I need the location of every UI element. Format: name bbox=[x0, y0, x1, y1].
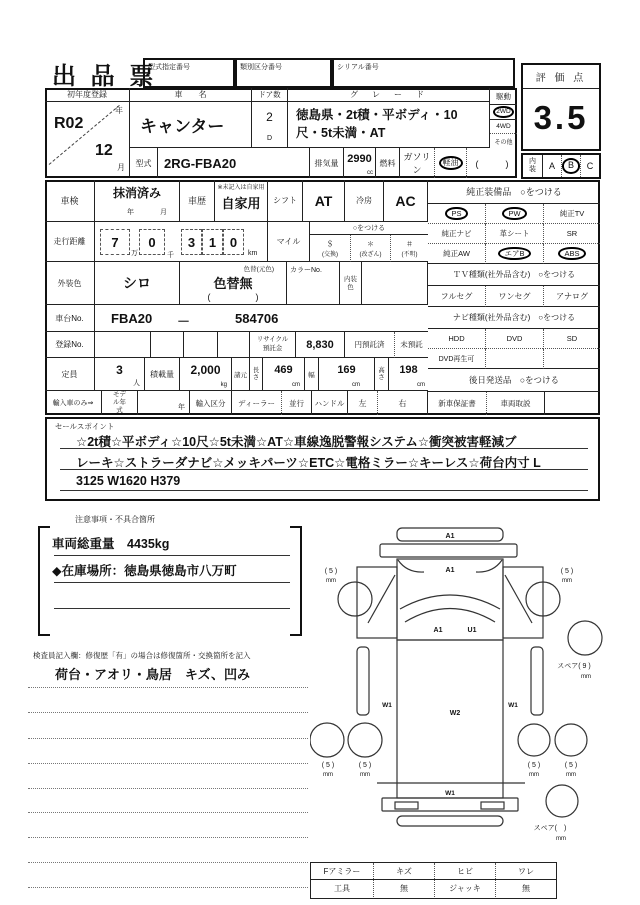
capacity-unit: 人 bbox=[133, 380, 140, 387]
equip-pw-selected bbox=[485, 204, 543, 224]
height-cell bbox=[389, 358, 428, 391]
handle-left: 左 bbox=[348, 391, 378, 415]
rear-left-inner-unit: mm bbox=[360, 772, 370, 778]
jack-none: 無 bbox=[495, 880, 556, 897]
mileage-digit-3: 3 bbox=[181, 229, 202, 255]
sales-line-1: ☆2t積☆平ボディ☆10尺☆5t未満☆AT☆車線逸脱警報システム☆衝突被害軽減ブ bbox=[60, 432, 588, 449]
interior-grade-b-selected bbox=[561, 155, 581, 177]
front-left-tread-unit: mm bbox=[326, 578, 336, 584]
mileage-label: 走行距離 bbox=[45, 222, 95, 262]
first-registration-label: 初年度登録 bbox=[45, 88, 130, 102]
rear-left-outer-tread: ( 5 ) bbox=[321, 762, 335, 769]
inspector-rule bbox=[28, 712, 308, 713]
history-cell bbox=[215, 180, 268, 222]
fuel-gasoline: ガソリン bbox=[403, 152, 431, 175]
dims-label: 諸元 bbox=[232, 358, 250, 391]
mileage-digit-2: 0 bbox=[139, 229, 165, 255]
ship-warranty: 新車保証書 bbox=[428, 392, 487, 415]
model-year-cell bbox=[138, 391, 190, 415]
shift-label: シフト bbox=[268, 180, 303, 222]
front-right-tread: ( 5 ) bbox=[560, 568, 574, 575]
front-left-tire bbox=[338, 582, 372, 616]
interior-color-cell bbox=[340, 262, 428, 305]
class-number-label: 類別区分番号 bbox=[240, 64, 282, 71]
rear-right-outer-tread: ( 5 ) bbox=[564, 762, 578, 769]
mirror-crack: ヒビ bbox=[434, 863, 495, 879]
interior-grade-b: B bbox=[562, 158, 580, 173]
sales-points-box bbox=[45, 417, 600, 501]
sales-line-3: 3125 W1620 H379 bbox=[60, 474, 588, 491]
equip-pw: PW bbox=[502, 207, 526, 220]
later-shipment-header: 後日発送品 ○をつける bbox=[428, 369, 600, 392]
jack-label: ジャッキ bbox=[434, 880, 495, 897]
mile-txt-exchange: (交換) bbox=[322, 251, 338, 258]
color-no-cell bbox=[287, 262, 340, 305]
bottom-check-table bbox=[310, 862, 557, 899]
mileage-unit: km bbox=[248, 250, 258, 257]
mile-label: マイル bbox=[268, 222, 310, 262]
mileage-cell bbox=[95, 222, 268, 262]
serial-number-label: シリアル番号 bbox=[337, 64, 379, 71]
load-value: 2,000 bbox=[190, 363, 221, 377]
rear-label: W1 bbox=[445, 790, 455, 797]
model-code-value: 2RG-FBA20 bbox=[158, 148, 310, 178]
mile-mark-header: ○をつける bbox=[310, 222, 428, 235]
mileage-digit-4: 1 bbox=[202, 229, 223, 255]
model-designation-label: 型式指定番号 bbox=[148, 64, 190, 71]
color-change-cell bbox=[180, 262, 287, 305]
equip-airbag: エアB bbox=[498, 247, 530, 260]
model-designation-box bbox=[143, 58, 235, 88]
shaken-value: 抹消済み bbox=[112, 186, 161, 200]
equip-ps: PS bbox=[445, 207, 467, 220]
spare2-label: スペア( ) bbox=[533, 825, 567, 832]
shaken-cell bbox=[95, 180, 180, 222]
import-parallel: 並行 bbox=[282, 391, 312, 415]
inspector-rule bbox=[28, 812, 308, 813]
tv-analog: アナログ bbox=[543, 286, 600, 307]
equip-abs: ABS bbox=[558, 247, 585, 260]
displacement-cell bbox=[344, 148, 376, 178]
exterior-color-label: 外装色 bbox=[45, 262, 95, 305]
front-panel-outline bbox=[380, 544, 517, 557]
recycle-value: 8,830 bbox=[296, 332, 345, 358]
capacity-label: 定員 bbox=[45, 358, 95, 391]
sales-line-2: レーキ☆ストラーダナビ☆メッキパーツ☆ETC☆電格ミラー☆キーレス☆荷台内寸 L bbox=[60, 453, 588, 470]
rear-right-outer-unit: mm bbox=[566, 772, 576, 778]
fuel-label: 燃料 bbox=[376, 148, 400, 178]
right-rail-outline bbox=[531, 647, 543, 715]
fuel-diesel: 軽油 bbox=[439, 156, 463, 170]
width-cell bbox=[319, 358, 375, 391]
bed-outline bbox=[397, 640, 503, 798]
chassis-prefix: FBA20 bbox=[111, 311, 153, 326]
shaken-year-unit: 年 bbox=[127, 209, 134, 216]
mileage-sen: 千 bbox=[167, 252, 174, 259]
history-value: 自家用 bbox=[221, 196, 261, 211]
equip-airbag-selected bbox=[485, 244, 543, 264]
load-label: 積載量 bbox=[145, 358, 180, 391]
equip-sr: SR bbox=[543, 224, 600, 244]
interior-grade-c: C bbox=[586, 161, 594, 171]
inspector-rule bbox=[28, 687, 308, 688]
rear-left-inner-tire bbox=[348, 723, 382, 757]
color-change-label: 色替(元色) bbox=[243, 266, 274, 273]
rating-box bbox=[521, 63, 601, 151]
fuel-cell bbox=[400, 148, 517, 178]
ac-label: 冷房 bbox=[345, 180, 384, 222]
left-rail-outline bbox=[357, 647, 369, 715]
equip-tv: 純正TV bbox=[543, 204, 600, 224]
month-unit: 月 bbox=[117, 163, 125, 172]
height-value: 198 bbox=[399, 364, 418, 376]
equip-navi: 純正ナビ bbox=[428, 224, 485, 244]
width-unit: cm bbox=[352, 382, 360, 388]
tv-oneseg: ワンセグ bbox=[485, 286, 543, 307]
equip-aw: 純正AW bbox=[428, 244, 485, 264]
recycle-label: リサイクル預託金 bbox=[250, 332, 296, 358]
truck-diagram bbox=[310, 515, 640, 860]
handle-right: 右 bbox=[378, 391, 428, 415]
side-left-label: W1 bbox=[382, 702, 392, 709]
rear-left-outer-tire bbox=[310, 723, 344, 757]
fuel-paren: ( ) bbox=[466, 148, 517, 178]
cab-arc-upper bbox=[400, 595, 500, 609]
notes-bracket-left bbox=[38, 526, 50, 636]
notes-line-1: 車両総重量 4435kg bbox=[52, 537, 170, 551]
inspector-label: 検査員記入欄：修復歴「有」の場合は修復箇所・交換箇所を記入 bbox=[33, 651, 251, 660]
navi-hdd: HDD bbox=[428, 329, 485, 349]
import-type-label: 輸入区分 bbox=[190, 391, 232, 415]
navi-sd: SD bbox=[543, 329, 600, 349]
rear-bumper-inner-right bbox=[481, 802, 504, 809]
tv-fullseg: フルセグ bbox=[428, 286, 485, 307]
inspector-rule bbox=[28, 862, 308, 863]
equip-leather: 革シート bbox=[485, 224, 543, 244]
model-code-label: 型式 bbox=[130, 148, 158, 178]
color-no-label: カラーNo. bbox=[290, 267, 322, 274]
doors-value: 2 bbox=[266, 110, 273, 124]
reg-no-divider bbox=[217, 332, 218, 357]
mile-option-exchange bbox=[310, 235, 350, 262]
rear-left-inner-tread: ( 5 ) bbox=[358, 762, 372, 769]
mile-option-unknown bbox=[390, 235, 428, 262]
navi-type-header: ナビ種類(社外品含む) ○をつける bbox=[428, 307, 600, 329]
equip-abs-selected bbox=[543, 244, 600, 264]
front-right-tread-unit: mm bbox=[562, 578, 572, 584]
factory-equipment-header: 純正装備品 ○をつける bbox=[428, 180, 600, 204]
mileage-digit-5: 0 bbox=[223, 229, 244, 255]
tv-type-header: ＴＶ種類(社外品含む) ○をつける bbox=[428, 264, 600, 286]
mile-option-tampered bbox=[350, 235, 390, 262]
spare-tire-1 bbox=[568, 621, 602, 655]
fa-mirror-label: Fアミラー bbox=[323, 866, 361, 876]
handle-label: ハンドル bbox=[312, 391, 348, 415]
front-left-tread: ( 5 ) bbox=[324, 568, 338, 575]
car-name-value: キャンター bbox=[130, 102, 252, 148]
load-cell bbox=[180, 358, 232, 391]
grade-value: 徳島県・2t積・平ボディ・10尺・5t未満・AT bbox=[288, 102, 490, 148]
model-year-unit: 年 bbox=[178, 404, 185, 411]
mile-sym-exchange: ＄ bbox=[326, 240, 334, 248]
recycle-unpaid: 未預託 bbox=[395, 332, 428, 358]
chassis-no-cell bbox=[95, 305, 428, 332]
class-number-box bbox=[235, 58, 332, 88]
page-title: 出 品 票 bbox=[52, 63, 158, 90]
interior-color-label: 内装色 bbox=[340, 262, 362, 305]
interior-grade-box bbox=[521, 153, 601, 179]
mile-sym-unknown: ＃ bbox=[406, 240, 413, 248]
grade-label: グ レ ー ド bbox=[288, 88, 490, 102]
interior-grade-a: A bbox=[548, 161, 555, 171]
chassis-serial: 584706 bbox=[235, 311, 279, 326]
model-year-label: モデル年式 bbox=[102, 391, 138, 415]
navi-empty-cell bbox=[543, 349, 600, 369]
height-unit: cm bbox=[417, 382, 425, 388]
first-registration-year: R02 bbox=[54, 115, 84, 132]
height-label: 高さ bbox=[375, 358, 389, 391]
capacity-value: 3 bbox=[116, 363, 123, 377]
doors-cell bbox=[252, 102, 288, 148]
rear-bumper-inner-left bbox=[395, 802, 418, 809]
rear-right-inner-unit: mm bbox=[529, 772, 539, 778]
ship-manual: 車両取説 bbox=[487, 392, 545, 415]
serial-number-box bbox=[332, 58, 515, 88]
rating-label: 評 価 点 bbox=[523, 65, 599, 89]
width-value: 169 bbox=[337, 364, 356, 376]
first-registration-cell bbox=[45, 102, 130, 176]
right-door-crease bbox=[505, 575, 532, 623]
reg-no-divider bbox=[183, 332, 184, 357]
history-label: 車歴 bbox=[180, 180, 215, 222]
shift-value: AT bbox=[303, 180, 345, 222]
chassis-dash: － bbox=[177, 314, 191, 329]
fuel-diesel-selected bbox=[434, 148, 466, 178]
length-cell bbox=[263, 358, 305, 391]
navi-empty-cell bbox=[485, 349, 543, 369]
notes-rule bbox=[54, 608, 290, 609]
rating-score: 3.5 bbox=[533, 99, 589, 136]
chassis-no-label: 車台No. bbox=[45, 305, 95, 332]
color-change-paren: ( ) bbox=[207, 292, 259, 302]
mile-sym-tampered: ＊ bbox=[367, 240, 374, 248]
sales-points-label: セールスポイント bbox=[55, 422, 115, 431]
inspector-note: 荷台・アオリ・鳥居 キズ、凹み bbox=[55, 667, 251, 682]
shaken-label: 車検 bbox=[45, 180, 95, 222]
recycle-paid: 円預託済 bbox=[345, 332, 395, 358]
inspector-rule bbox=[28, 837, 308, 838]
import-only-label: 輸入車のみ⇒ bbox=[45, 391, 102, 415]
equip-ps-selected bbox=[428, 204, 485, 224]
notes-rule bbox=[54, 555, 290, 556]
import-dealer: ディーラー bbox=[232, 391, 282, 415]
tools-none: 無 bbox=[373, 880, 434, 897]
mile-txt-unknown: (不明) bbox=[401, 251, 418, 258]
spare1-unit: mm bbox=[581, 674, 591, 680]
drive-label: 駆動 bbox=[490, 88, 517, 105]
mirror-break: ワレ bbox=[495, 863, 556, 879]
side-right-label: W1 bbox=[508, 702, 518, 709]
load-unit: kg bbox=[220, 382, 227, 388]
rear-right-outer-tire bbox=[555, 724, 587, 756]
length-unit: cm bbox=[292, 382, 300, 388]
reg-no-cells bbox=[95, 332, 250, 358]
rear-bar-outline bbox=[397, 816, 503, 826]
navi-dvd-playable: DVD再生可 bbox=[428, 349, 485, 369]
rear-left-outer-unit: mm bbox=[323, 772, 333, 778]
rear-right-inner-tread: ( 5 ) bbox=[527, 762, 541, 769]
inspector-rule bbox=[28, 887, 308, 888]
tools-label: 工具 bbox=[334, 884, 350, 893]
bed-label: W2 bbox=[449, 710, 461, 717]
drive-2wd: 2WD bbox=[493, 106, 513, 118]
doors-label: ドア数 bbox=[252, 88, 288, 102]
color-change-value: 色替無 bbox=[213, 276, 253, 291]
spare1-label: スペア( 9 ) bbox=[557, 663, 591, 670]
mileage-digit-1: 7 bbox=[100, 229, 130, 255]
length-label: 長さ bbox=[250, 358, 263, 391]
right-door-outline bbox=[503, 567, 543, 638]
ac-value: AC bbox=[384, 180, 428, 222]
notes-rule bbox=[54, 582, 290, 583]
history-note: ※未記入は自家用 bbox=[217, 185, 265, 191]
cab-arc-lower bbox=[405, 609, 495, 623]
drive-2wd-selected bbox=[490, 105, 517, 120]
rear-right-inner-tire bbox=[518, 724, 550, 756]
cab-right-label: U1 bbox=[467, 627, 477, 634]
displacement-value: 2990 bbox=[347, 153, 372, 165]
left-door-outline bbox=[357, 567, 397, 638]
inspector-rule bbox=[28, 738, 308, 739]
length-value: 469 bbox=[274, 364, 293, 376]
first-registration-month: 12 bbox=[95, 142, 113, 159]
reg-no-label: 登録No. bbox=[45, 332, 95, 358]
exterior-color-value: シロ bbox=[95, 262, 180, 305]
shaken-month-unit: 月 bbox=[160, 209, 167, 216]
capacity-cell bbox=[95, 358, 145, 391]
windshield-corner-left bbox=[398, 560, 424, 572]
inspector-rule bbox=[28, 788, 308, 789]
notes-label: 注意事項・不具合箇所 bbox=[75, 515, 155, 524]
windshield-label: A1 bbox=[445, 567, 455, 574]
drive-4wd: 4WD bbox=[490, 120, 517, 134]
width-label: 幅 bbox=[305, 358, 319, 391]
front-bumper-label: A1 bbox=[445, 533, 455, 540]
spare2-unit: mm bbox=[556, 836, 566, 842]
mileage-man: 万 bbox=[131, 250, 138, 257]
mirror-scratch: キズ bbox=[373, 863, 434, 879]
cab-left-label: A1 bbox=[433, 627, 443, 634]
navi-dvd: DVD bbox=[485, 329, 543, 349]
inspector-rule bbox=[28, 763, 308, 764]
notes-bracket-right bbox=[290, 526, 302, 636]
interior-label: 内装 bbox=[523, 155, 543, 177]
drive-other: その他 bbox=[494, 139, 513, 146]
mile-txt-tampered: (改ざん) bbox=[359, 251, 382, 258]
reg-no-divider bbox=[150, 332, 151, 357]
spare-tire-2 bbox=[546, 785, 578, 817]
displacement-label: 排気量 bbox=[310, 148, 344, 178]
year-unit: 年 bbox=[115, 106, 123, 115]
doors-sub: D bbox=[266, 134, 273, 142]
car-name-label: 車 名 bbox=[130, 88, 252, 102]
displacement-unit: cc bbox=[367, 170, 373, 176]
notes-line-2: ◆在庫場所：徳島県徳島市八万町 bbox=[52, 564, 237, 578]
windshield-corner-right bbox=[476, 560, 502, 572]
